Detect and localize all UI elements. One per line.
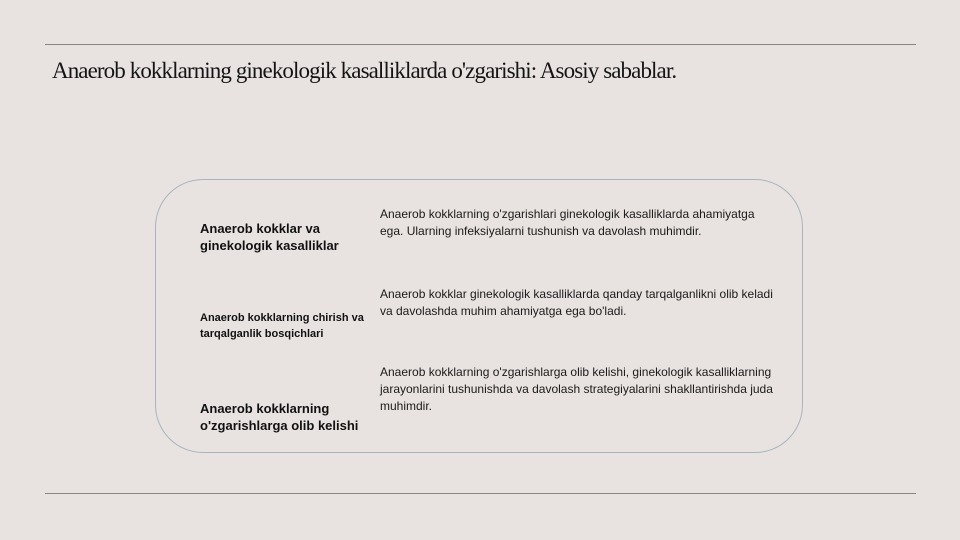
top-divider bbox=[45, 44, 916, 45]
row-1-label: Anaerob kokklar va ginekologik kasalliklar bbox=[200, 221, 339, 253]
row-2-description: Anaerob kokklar ginekologik kasalliklarda qanday tarqalganlikni olib keladi va davolashda muhim ahamiyatga ega bo'ladi. bbox=[380, 287, 773, 318]
bottom-divider bbox=[45, 493, 916, 494]
row-3-label: Anaerob kokklarning o'zgarishlarga olib kelishi bbox=[200, 401, 359, 433]
row-3-description: Anaerob kokklarning o'zgarishlarga olib kelishi, ginekologik kasalliklarning jarayonlarini tushunishda va davolash strategiyalarini shakllantirishda juda muhimdir. bbox=[380, 365, 773, 413]
row-2-label: Anaerob kokklarning chirish va tarqalganlik bosqichlari bbox=[200, 312, 364, 340]
slide-title: Anaerob kokklarning ginekologik kasalliklarda o'zgarishi: Asosiy sabablar. bbox=[52, 58, 677, 83]
row-1-description: Anaerob kokklarning o'zgarishlari ginekologik kasalliklarda ahamiyatga ega. Ularning infeksiyalarni tushunish va davolash muhimdir. bbox=[380, 207, 755, 238]
